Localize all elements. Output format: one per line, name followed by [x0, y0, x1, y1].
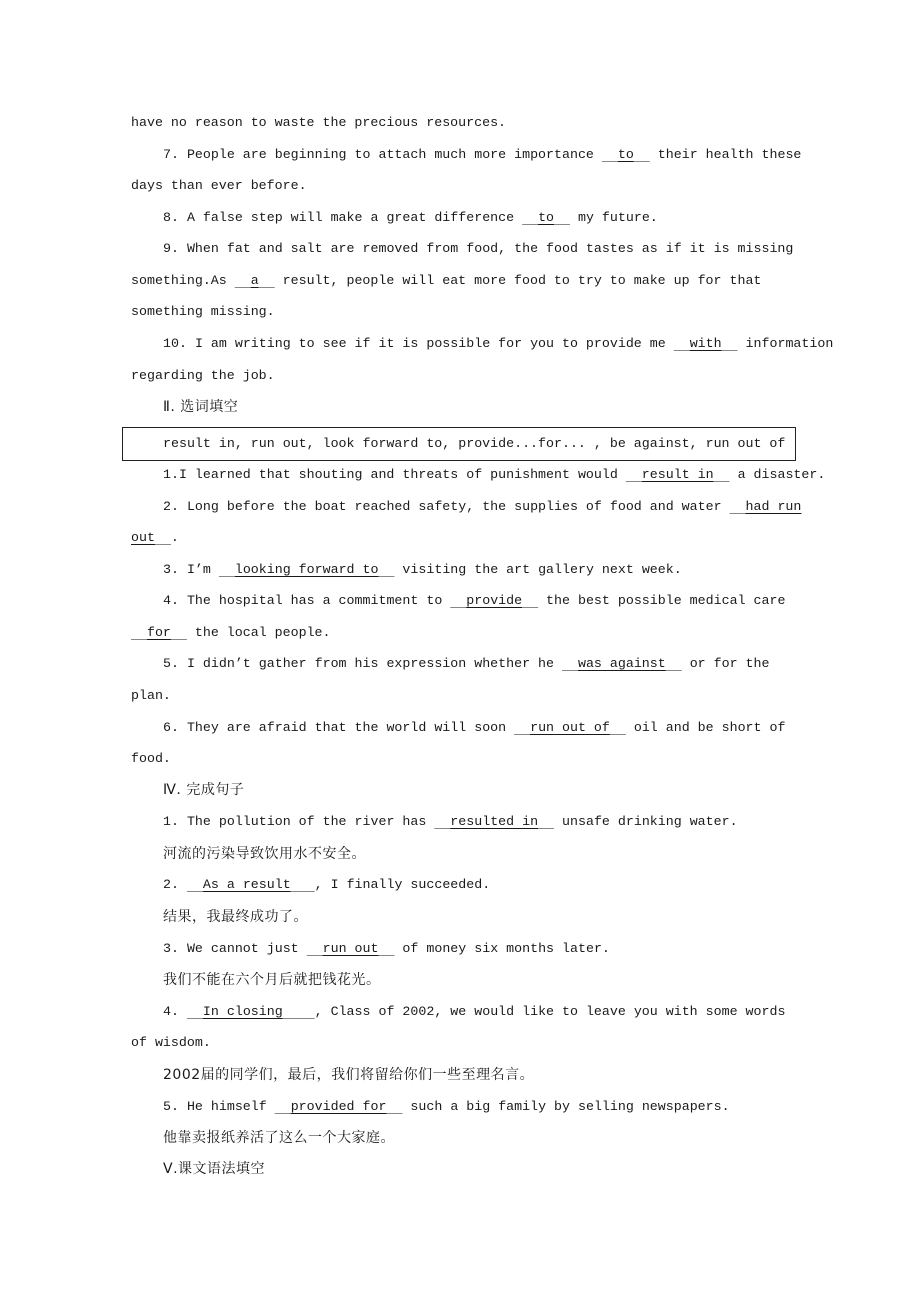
answer-blank	[602, 147, 650, 162]
text-line	[131, 177, 307, 195]
sentence-text: or for the	[681, 656, 770, 671]
sentence-text: People are beginning to attach much more importance	[186, 147, 602, 162]
answer-blank	[514, 720, 626, 735]
answer-blank	[187, 1004, 315, 1019]
sentence-text: result, people will eat more food to try to make up for that	[274, 273, 762, 288]
answer-text: a	[250, 273, 259, 288]
sentence-continuation: of wisdom.	[131, 1035, 211, 1050]
answer-text: As a result	[202, 877, 291, 892]
sentence-text: unsafe drinking water.	[554, 814, 738, 829]
sentence-text: The pollution of the river has	[186, 814, 435, 829]
exercise-item-8	[163, 209, 658, 227]
sentence-text: their health these	[649, 147, 802, 162]
section-heading: Ⅳ. 完成句子	[163, 782, 245, 798]
item-number: 5.	[163, 1099, 179, 1114]
text-line	[131, 303, 275, 321]
sentence-text: He himself	[186, 1099, 275, 1114]
item-number: 2.	[163, 499, 179, 514]
sentence-text: When fat and salt are removed from food, the food tastes as if it is missing	[186, 241, 794, 256]
answer-text: to	[617, 147, 634, 162]
exercise-item-2	[163, 876, 490, 894]
sentence-text: I am writing to see if it is possible for you to provide me	[194, 336, 674, 351]
sentence-text: .	[170, 530, 179, 545]
exercise-item-1	[163, 466, 825, 484]
item-number: 4.	[163, 593, 179, 608]
answer-blank	[131, 625, 187, 640]
exercise-item-4	[163, 592, 785, 610]
exercise-item-4	[163, 1003, 785, 1021]
text-line	[131, 1034, 211, 1052]
sentence-text: A false step will make a great difference	[186, 210, 523, 225]
text-line	[131, 624, 331, 642]
sentence-continuation: plan.	[131, 688, 171, 703]
text-line	[131, 687, 171, 705]
answer-text: with	[689, 336, 722, 351]
answer-text: to	[538, 210, 555, 225]
answer-text: resulted in	[450, 814, 539, 829]
section-heading: Ⅴ.课文语法填空	[163, 1161, 266, 1177]
sentence-text: They are afraid that the world will soon	[186, 720, 515, 735]
translation-text: 2002届的同学们，最后，我们将留给你们一些至理名言。	[163, 1067, 535, 1083]
answer-text: for	[146, 625, 171, 640]
translation-text: 我们不能在六个月后就把钱花光。	[163, 972, 381, 988]
answer-blank	[434, 814, 554, 829]
text-line	[131, 114, 506, 132]
text-line	[131, 750, 171, 768]
sentence-text: a disaster.	[729, 467, 826, 482]
answer-blank	[450, 593, 538, 608]
exercise-item-7	[163, 146, 801, 164]
exercise-item-5	[163, 1098, 730, 1116]
answer-blank	[131, 530, 171, 545]
sentence-text: I didn’t gather from his expression whether he	[186, 656, 562, 671]
answer-text: looking forward to	[234, 562, 379, 577]
sentence-continuation: something missing.	[131, 304, 275, 319]
item-number: 1.	[163, 467, 179, 482]
answer-blank	[562, 656, 682, 671]
translation-text: 河流的污染导致饮用水不安全。	[163, 846, 366, 862]
exercise-item-9	[163, 240, 793, 258]
answer-text: provided for	[290, 1099, 387, 1114]
item-number: 10.	[163, 336, 187, 351]
sentence-continuation: have no reason to waste the precious resources.	[131, 115, 507, 130]
sentence-continuation: food.	[131, 751, 171, 766]
exercise-item-6	[163, 719, 785, 737]
answer-text: out	[131, 530, 155, 545]
answer-text: In closing	[202, 1004, 283, 1019]
translation-text: 结果，我最终成功了。	[163, 909, 308, 925]
word-bank-list: result in, run out, look forward to, provide...for... , be against, run out of	[163, 436, 786, 451]
sentence-continuation: days than ever before.	[131, 178, 307, 193]
answer-text: run out	[322, 941, 379, 956]
sentence-text: my future.	[570, 210, 658, 225]
sentence-text: I’m	[186, 562, 219, 577]
answer-blank	[275, 1099, 403, 1114]
sentence-text: I learned that shouting and threats of punishment would	[178, 467, 626, 482]
sentence-text: of money six months later.	[394, 941, 610, 956]
item-number: 3.	[163, 941, 179, 956]
answer-blank	[307, 941, 395, 956]
sentence-text: Long before the boat reached safety, the supplies of food and water	[186, 499, 730, 514]
item-number: 8.	[163, 210, 179, 225]
exercise-item-3	[163, 940, 610, 958]
text-line	[131, 529, 179, 547]
sentence-text: something.As	[131, 273, 235, 288]
sentence-text: oil and be short of	[625, 720, 786, 735]
item-number: 3.	[163, 562, 179, 577]
exercise-item-2	[163, 498, 801, 516]
sentence-text: visiting the art gallery next week.	[394, 562, 682, 577]
item-number: 5.	[163, 656, 179, 671]
item-number: 4.	[163, 1004, 179, 1019]
answer-blank	[730, 499, 802, 514]
sentence-text: , Class of 2002, we would like to leave you with some words	[314, 1004, 786, 1019]
sentence-text: information	[737, 336, 834, 351]
section-heading: Ⅱ. 选词填空	[163, 399, 239, 415]
answer-blank	[674, 336, 738, 351]
answer-text: was against	[577, 656, 666, 671]
item-number: 9.	[163, 241, 179, 256]
sentence-text: the best possible medical care	[538, 593, 786, 608]
sentence-text: the local people.	[186, 625, 331, 640]
item-number: 2.	[163, 877, 179, 892]
sentence-text: The hospital has a commitment to	[186, 593, 451, 608]
answer-blank	[219, 562, 395, 577]
exercise-item-3	[163, 561, 682, 579]
answer-text: result in	[641, 467, 714, 482]
answer-text: run out of	[530, 720, 610, 735]
answer-blank	[626, 467, 730, 482]
translation-text: 他靠卖报纸养活了这么一个大家庭。	[163, 1130, 395, 1146]
item-number: 6.	[163, 720, 179, 735]
answer-text: had run	[745, 499, 802, 514]
sentence-continuation: regarding the job.	[131, 368, 275, 383]
item-number: 1.	[163, 814, 179, 829]
word-bank-box	[122, 427, 796, 461]
answer-blank	[522, 210, 570, 225]
sentence-text: We cannot just	[186, 941, 307, 956]
exercise-item-10	[163, 335, 833, 353]
text-line	[131, 367, 275, 385]
answer-text: provide	[466, 593, 523, 608]
text-line	[131, 272, 761, 290]
item-number: 7.	[163, 147, 179, 162]
answer-blank	[187, 877, 315, 892]
exercise-item-5	[163, 655, 770, 673]
sentence-text: , I finally succeeded.	[314, 877, 491, 892]
answer-blank	[235, 273, 275, 288]
sentence-text: such a big family by selling newspapers.	[402, 1099, 730, 1114]
exercise-item-1	[163, 813, 738, 831]
